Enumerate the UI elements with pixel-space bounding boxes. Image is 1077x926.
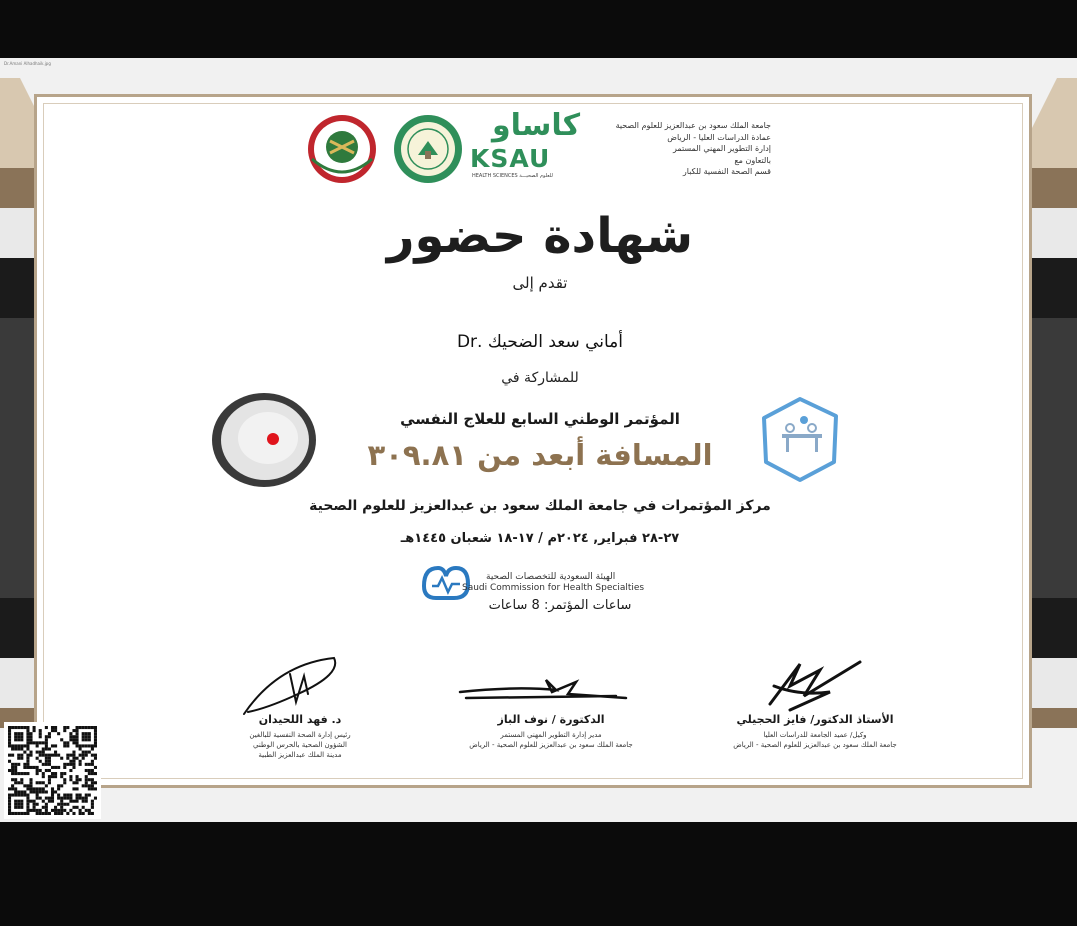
conference-name: المؤتمر الوطني السابع للعلاج النفسي bbox=[400, 410, 680, 428]
qr-code[interactable] bbox=[4, 722, 101, 819]
signature-2-image bbox=[456, 676, 631, 706]
presented-to: تقدم إلى bbox=[512, 274, 568, 292]
signatory-2 bbox=[436, 713, 666, 750]
certificate-title: شهادة حضور bbox=[386, 208, 694, 264]
signatory-2-title: مدير إدارة التطوير المهني المستمر bbox=[500, 731, 602, 739]
signatory-1-title: وكيل/ عميد الجامعة للدراسات العليا bbox=[763, 731, 867, 739]
university-seal-icon bbox=[392, 113, 464, 185]
bottom-black-bar bbox=[0, 822, 1077, 926]
ksau-logo-subtitle: HEALTH SCIENCES للعلوم الصحيـــة bbox=[472, 173, 553, 179]
conference-dates: ٢٧-٢٨ فبراير, ٢٠٢٤م / ١٧-١٨ شعبان ١٤٤٥هـ bbox=[400, 531, 680, 546]
signatory-3-org: الشؤون الصحية بالحرس الوطني bbox=[252, 741, 348, 749]
signatory-1 bbox=[700, 713, 930, 750]
conference-theme: المسافة أبعد من ٣٠٩.٨١ bbox=[367, 438, 713, 472]
ksau-logo-arabic: كاساو bbox=[492, 108, 581, 143]
signatory-1-org: جامعة الملك سعود بن عبدالعزيز للعلوم الصحية - الرياض bbox=[733, 741, 897, 749]
signature-1-image bbox=[760, 656, 870, 716]
accreditation-english: Saudi Commission for Health Specialties bbox=[462, 583, 645, 593]
national-guard-seal-icon bbox=[306, 113, 378, 185]
qr-code-image bbox=[8, 726, 97, 815]
signatory-3 bbox=[210, 713, 390, 760]
participation-text: للمشاركة في bbox=[501, 370, 579, 386]
venue: مركز المؤتمرات في جامعة الملك سعود بن عبدالعزيز للعلوم الصحية bbox=[309, 498, 771, 514]
signatory-3-city: مدينة الملك عبدالعزيز الطبية bbox=[258, 751, 342, 759]
signatory-2-org: جامعة الملك سعود بن عبدالعزيز للعلوم الصحية - الرياض bbox=[469, 741, 633, 749]
certificate bbox=[0, 58, 1077, 822]
signatory-3-title: رئيس إدارة الصحة النفسية للبالغين bbox=[249, 731, 351, 739]
signatory-2-name: الدكتورة / نوف الباز bbox=[497, 713, 605, 726]
ksau-logo-english: KSAU bbox=[470, 144, 551, 173]
recipient-name: أماني سعد الضحيك .Dr bbox=[456, 332, 624, 352]
signatory-3-name: د. فهد اللحيدان bbox=[258, 713, 342, 726]
signatory-1-name: الأستاذ الدكتور/ فايز الحجيلي bbox=[736, 713, 894, 726]
university-header: جامعة الملك سعود بن عبدالعزيز للعلوم الصحية عمادة الدراسات العليا - الرياض إدارة التطوير المهني المستمر بالتعاون مع قسم الصحة النفسية للكبار bbox=[615, 121, 771, 176]
file-label: Dr.Amani Alhadhaik.jpg bbox=[4, 61, 51, 66]
conference-hours: ساعات المؤتمر: 8 ساعات bbox=[488, 598, 632, 613]
signature-3-image bbox=[238, 654, 346, 720]
scfhs-logo-icon bbox=[420, 562, 472, 602]
accreditation-arabic: الهيئة السعودية للتخصصات الصحية bbox=[486, 572, 616, 582]
top-black-bar bbox=[0, 0, 1077, 58]
